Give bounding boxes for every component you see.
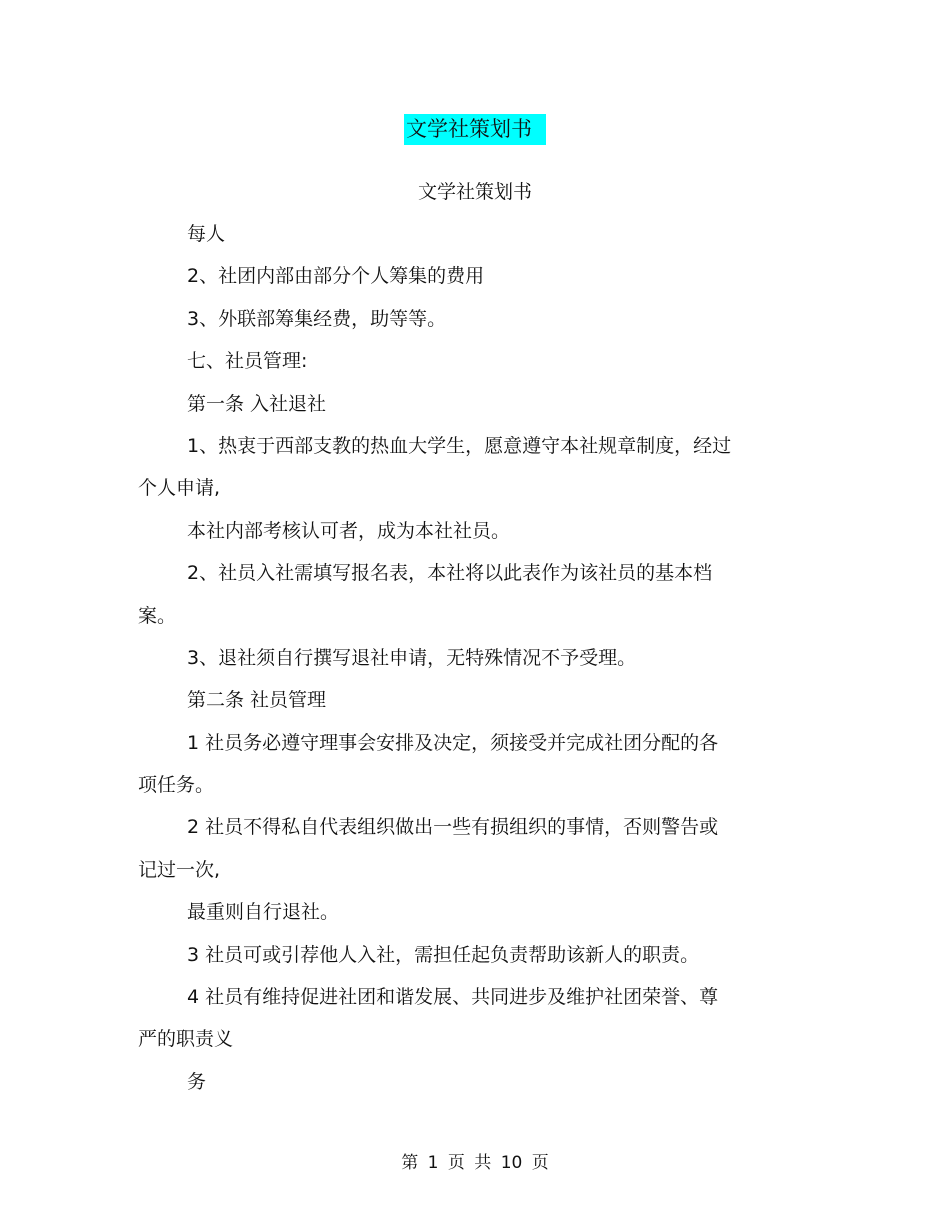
paragraph-line: 案。 xyxy=(138,604,177,627)
paragraph-line: 1、热衷于西部支教的热血大学生，愿意遵守本社规章制度，经过 xyxy=(187,434,732,457)
paragraph-line: 本社内部考核认可者，成为本社社员。 xyxy=(187,519,511,542)
paragraph-line: 2 社员不得私自代表组织做出一些有损组织的事情，否则警告或 xyxy=(187,816,719,839)
paragraph-line: 务 xyxy=(187,1070,207,1093)
paragraph-line: 每人 xyxy=(187,223,226,245)
article-heading: 第二条 社员管理 xyxy=(187,689,327,712)
paragraph-line: 4 社员有维持促进社团和谐发展、共同进步及维护社团荣誉、尊 xyxy=(187,986,719,1009)
section-heading: 七、社员管理: xyxy=(187,350,308,373)
paragraph-line: 3 社员可或引荐他人入社，需担任起负责帮助该新人的职责。 xyxy=(187,943,700,966)
article-heading: 第一条 入社退社 xyxy=(187,392,327,415)
paragraph-line: 项任务。 xyxy=(138,774,215,797)
document-title: 文学社策划书 xyxy=(404,114,546,145)
document-body xyxy=(138,219,768,1109)
paragraph-line: 严的职责义 xyxy=(138,1028,234,1051)
paragraph-line: 记过一次, xyxy=(138,858,221,881)
page-number-footer: 第 1 页 共 10 页 xyxy=(401,1153,549,1173)
title-container xyxy=(0,114,950,145)
document-subtitle: 文学社策划书 xyxy=(417,181,532,203)
paragraph-line: 3、退社须自行撰写退社申请，无特殊情况不予受理。 xyxy=(187,646,637,669)
paragraph-line: 1 社员务必遵守理事会安排及决定，须接受并完成社团分配的各 xyxy=(187,731,719,754)
paragraph-line: 个人申请, xyxy=(138,477,221,500)
paragraph-line: 3、外联部筹集经费，助等等。 xyxy=(187,307,447,330)
paragraph-line: 2、社团内部由部分个人筹集的费用 xyxy=(187,265,485,288)
paragraph-line: 2、社员入社需填写报名表，本社将以此表作为该社员的基本档 xyxy=(187,562,713,585)
paragraph-line: 最重则自行退社。 xyxy=(187,901,340,924)
